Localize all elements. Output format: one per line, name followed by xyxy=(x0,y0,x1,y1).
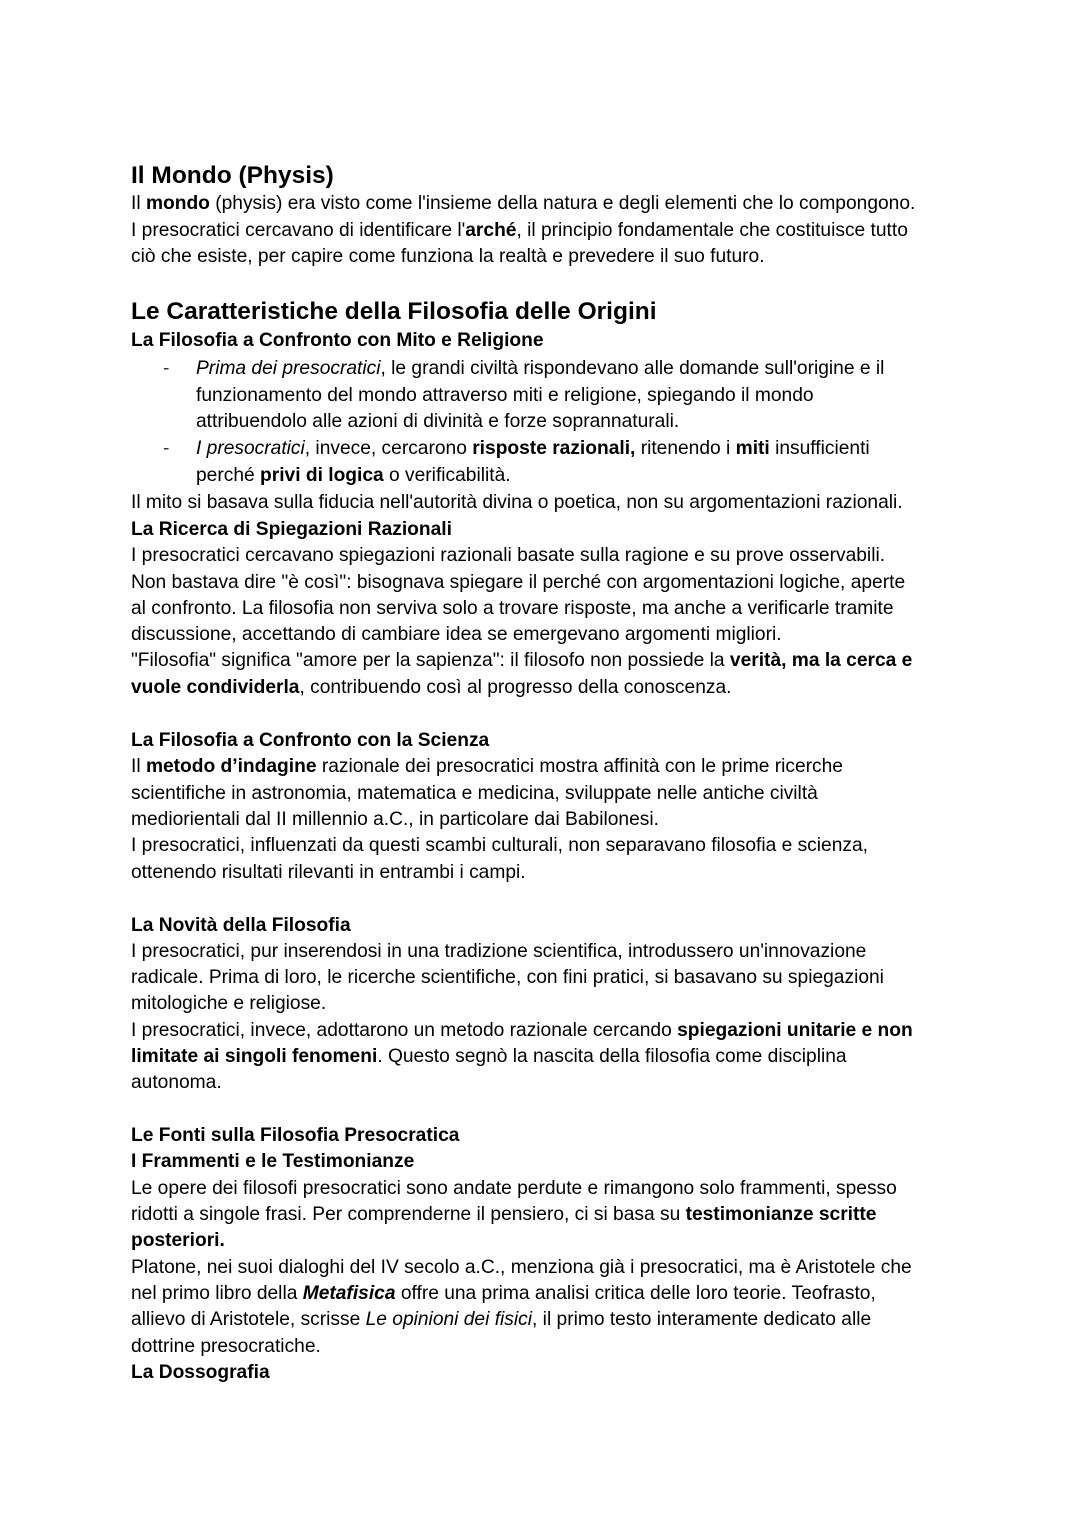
paragraph-line xyxy=(131,191,915,217)
paragraph-line xyxy=(131,1228,225,1254)
subsection-heading: La Dossografia xyxy=(131,1362,270,1383)
text-run: I presocratici cercavano di identificare l' xyxy=(131,220,466,241)
bullet-item-line xyxy=(196,436,870,462)
paragraph-line xyxy=(131,1070,222,1096)
text-run: metodo d’indagine xyxy=(145,756,317,777)
text-run: ritenendo i xyxy=(635,438,736,459)
paragraph-line xyxy=(131,860,526,886)
text-run: posteriori. xyxy=(131,1230,225,1251)
paragraph-line xyxy=(131,1307,871,1333)
text-run: , contribuendo così al progresso della conoscenza. xyxy=(299,677,732,698)
bullet-item-line xyxy=(196,356,884,382)
paragraph-line xyxy=(131,622,782,648)
subsection-heading: La Ricerca di Spiegazioni Razionali xyxy=(131,519,452,540)
paragraph-line xyxy=(131,1176,897,1202)
paragraph-line xyxy=(131,991,326,1017)
paragraph-line xyxy=(131,596,894,622)
text-run: I presocratici, invece, adottarono un metodo razionale cercando xyxy=(131,1020,678,1041)
paragraph-line xyxy=(131,807,659,833)
paragraph-line xyxy=(131,1334,321,1360)
text-run: risposte razionali, xyxy=(472,438,636,459)
text-run: I presocratici xyxy=(196,438,305,459)
text-run: nel primo libro della xyxy=(131,1283,303,1304)
subsection-heading: La Novità della Filosofia xyxy=(131,915,351,936)
text-run: , le grandi civiltà rispondevano alle domande sull'origine e il xyxy=(380,358,885,379)
paragraph-line xyxy=(131,490,903,516)
text-run: ottenendo risultati rilevanti in entrambi i campi. xyxy=(131,862,526,883)
paragraph-line xyxy=(131,939,866,965)
text-run: (physis) era visto come l'insieme della natura e degli elementi che lo compongono. xyxy=(209,193,916,214)
text-run: offre una prima analisi critica delle loro teorie. Teofrasto, xyxy=(395,1283,876,1304)
text-run: attribuendolo alle azioni di divinità e forze soprannaturali. xyxy=(196,411,680,432)
text-run: I presocratici cercavano spiegazioni razionali basate sulla ragione e su prove osservabili. xyxy=(131,545,886,566)
paragraph-line xyxy=(131,648,912,674)
text-run: Prima dei presocratici xyxy=(196,358,381,379)
text-run: , invece, cercarono xyxy=(304,438,473,459)
paragraph-line xyxy=(131,1018,913,1044)
text-run: mondo xyxy=(145,193,210,214)
subsection-heading: I Frammenti e le Testimonianze xyxy=(131,1151,415,1172)
text-run: Il xyxy=(131,193,146,214)
paragraph-line xyxy=(131,675,731,701)
bullet-item-line xyxy=(196,383,814,409)
text-run: I presocratici, pur inserendosi in una tradizione scientifica, introdussero un'innovazione xyxy=(131,941,867,962)
text-run: arché xyxy=(465,220,517,241)
paragraph-line xyxy=(131,570,905,596)
paragraph-line xyxy=(131,781,818,807)
text-run: al confronto. La filosofia non serviva solo a trovare risposte, ma anche a verificarle tramite xyxy=(131,598,894,619)
text-run: , il primo testo interamente dedicato alle xyxy=(532,1309,872,1330)
subsection-heading: Le Fonti sulla Filosofia Presocratica xyxy=(131,1125,460,1146)
section-heading: Le Caratteristiche della Filosofia delle Origini xyxy=(131,298,657,325)
text-run: , il principio fondamentale che costituisce tutto xyxy=(516,220,908,241)
text-run: dottrine presocratiche. xyxy=(131,1336,321,1357)
text-run: ciò che esiste, per capire come funziona la realtà e prevedere il suo futuro. xyxy=(131,246,765,267)
text-run: mediorientali dal II millennio a.C., in particolare dai Babilonesi. xyxy=(131,809,659,830)
text-run: mitologiche e religiose. xyxy=(131,993,327,1014)
text-run: perché xyxy=(196,465,260,486)
paragraph-line xyxy=(131,1202,876,1228)
paragraph-line xyxy=(131,1255,912,1281)
text-run: razionale dei presocratici mostra affinità con le prime ricerche xyxy=(316,756,843,777)
section-heading: Il Mondo (Physis) xyxy=(131,162,334,189)
bullet-dash: - xyxy=(163,358,170,379)
paragraph-line xyxy=(131,1281,876,1307)
text-run: Il mito si basava sulla fiducia nell'autorità divina o poetica, non su argomentazioni razionali. xyxy=(131,492,903,513)
text-run: Non bastava dire "è così": bisognava spiegare il perché con argomentazioni logiche, aperte xyxy=(131,572,906,593)
bullet-dash: - xyxy=(163,438,170,459)
text-run: vuole condividerla xyxy=(131,677,300,698)
paragraph-line xyxy=(131,965,884,991)
text-run: radicale. Prima di loro, le ricerche scientifiche, con fini pratici, si basavano su spiegazioni xyxy=(131,967,884,988)
text-run: testimonianze scritte xyxy=(685,1204,877,1225)
text-run: "Filosofia" significa "amore per la sapienza": il filosofo non possiede la xyxy=(131,650,730,671)
subsection-heading: La Filosofia a Confronto con Mito e Religione xyxy=(131,330,544,351)
text-run: Le opere dei filosofi presocratici sono andate perdute e rimangono solo frammenti, spesso xyxy=(131,1178,897,1199)
text-run: limitate ai singoli fenomeni xyxy=(131,1046,378,1067)
text-run: o verificabilità. xyxy=(383,465,511,486)
text-run: Il xyxy=(131,756,146,777)
bullet-item-line xyxy=(196,463,511,489)
text-run: scientifiche in astronomia, matematica e medicina, sviluppate nelle antiche civiltà xyxy=(131,783,818,804)
text-run: verità, ma la cerca e xyxy=(729,650,913,671)
text-run: . Questo segnò la nascita della filosofia come disciplina xyxy=(377,1046,847,1067)
text-run: Le opinioni dei fisici xyxy=(365,1309,533,1330)
text-run: Platone, nei suoi dialoghi del IV secolo a.C., menziona già i presocratici, ma è Aristotele che xyxy=(131,1257,912,1278)
paragraph-line xyxy=(131,1044,847,1070)
text-run: insufficienti xyxy=(769,438,870,459)
paragraph-line xyxy=(131,244,765,270)
paragraph-line xyxy=(131,543,885,569)
text-run: autonoma. xyxy=(131,1072,222,1093)
paragraph-line xyxy=(131,833,868,859)
paragraph-line xyxy=(131,754,843,780)
text-run: discussione, accettando di cambiare idea se emergevano argomenti migliori. xyxy=(131,624,782,645)
text-run: I presocratici, influenzati da questi scambi culturali, non separavano filosofia e scienza, xyxy=(131,835,868,856)
text-run: funzionamento del mondo attraverso miti e religione, spiegando il mondo xyxy=(196,385,814,406)
text-run: spiegazioni unitarie e non xyxy=(677,1020,913,1041)
text-run: allievo di Aristotele, scrisse xyxy=(131,1309,366,1330)
text-run: miti xyxy=(735,438,770,459)
paragraph-line xyxy=(131,218,908,244)
text-run: privi di logica xyxy=(260,465,384,486)
bullet-item-line xyxy=(196,409,679,435)
text-run: ridotti a singole frasi. Per comprenderne il pensiero, ci si basa su xyxy=(131,1204,686,1225)
subsection-heading: La Filosofia a Confronto con la Scienza xyxy=(131,730,490,751)
text-run: Metafisica xyxy=(302,1283,396,1304)
